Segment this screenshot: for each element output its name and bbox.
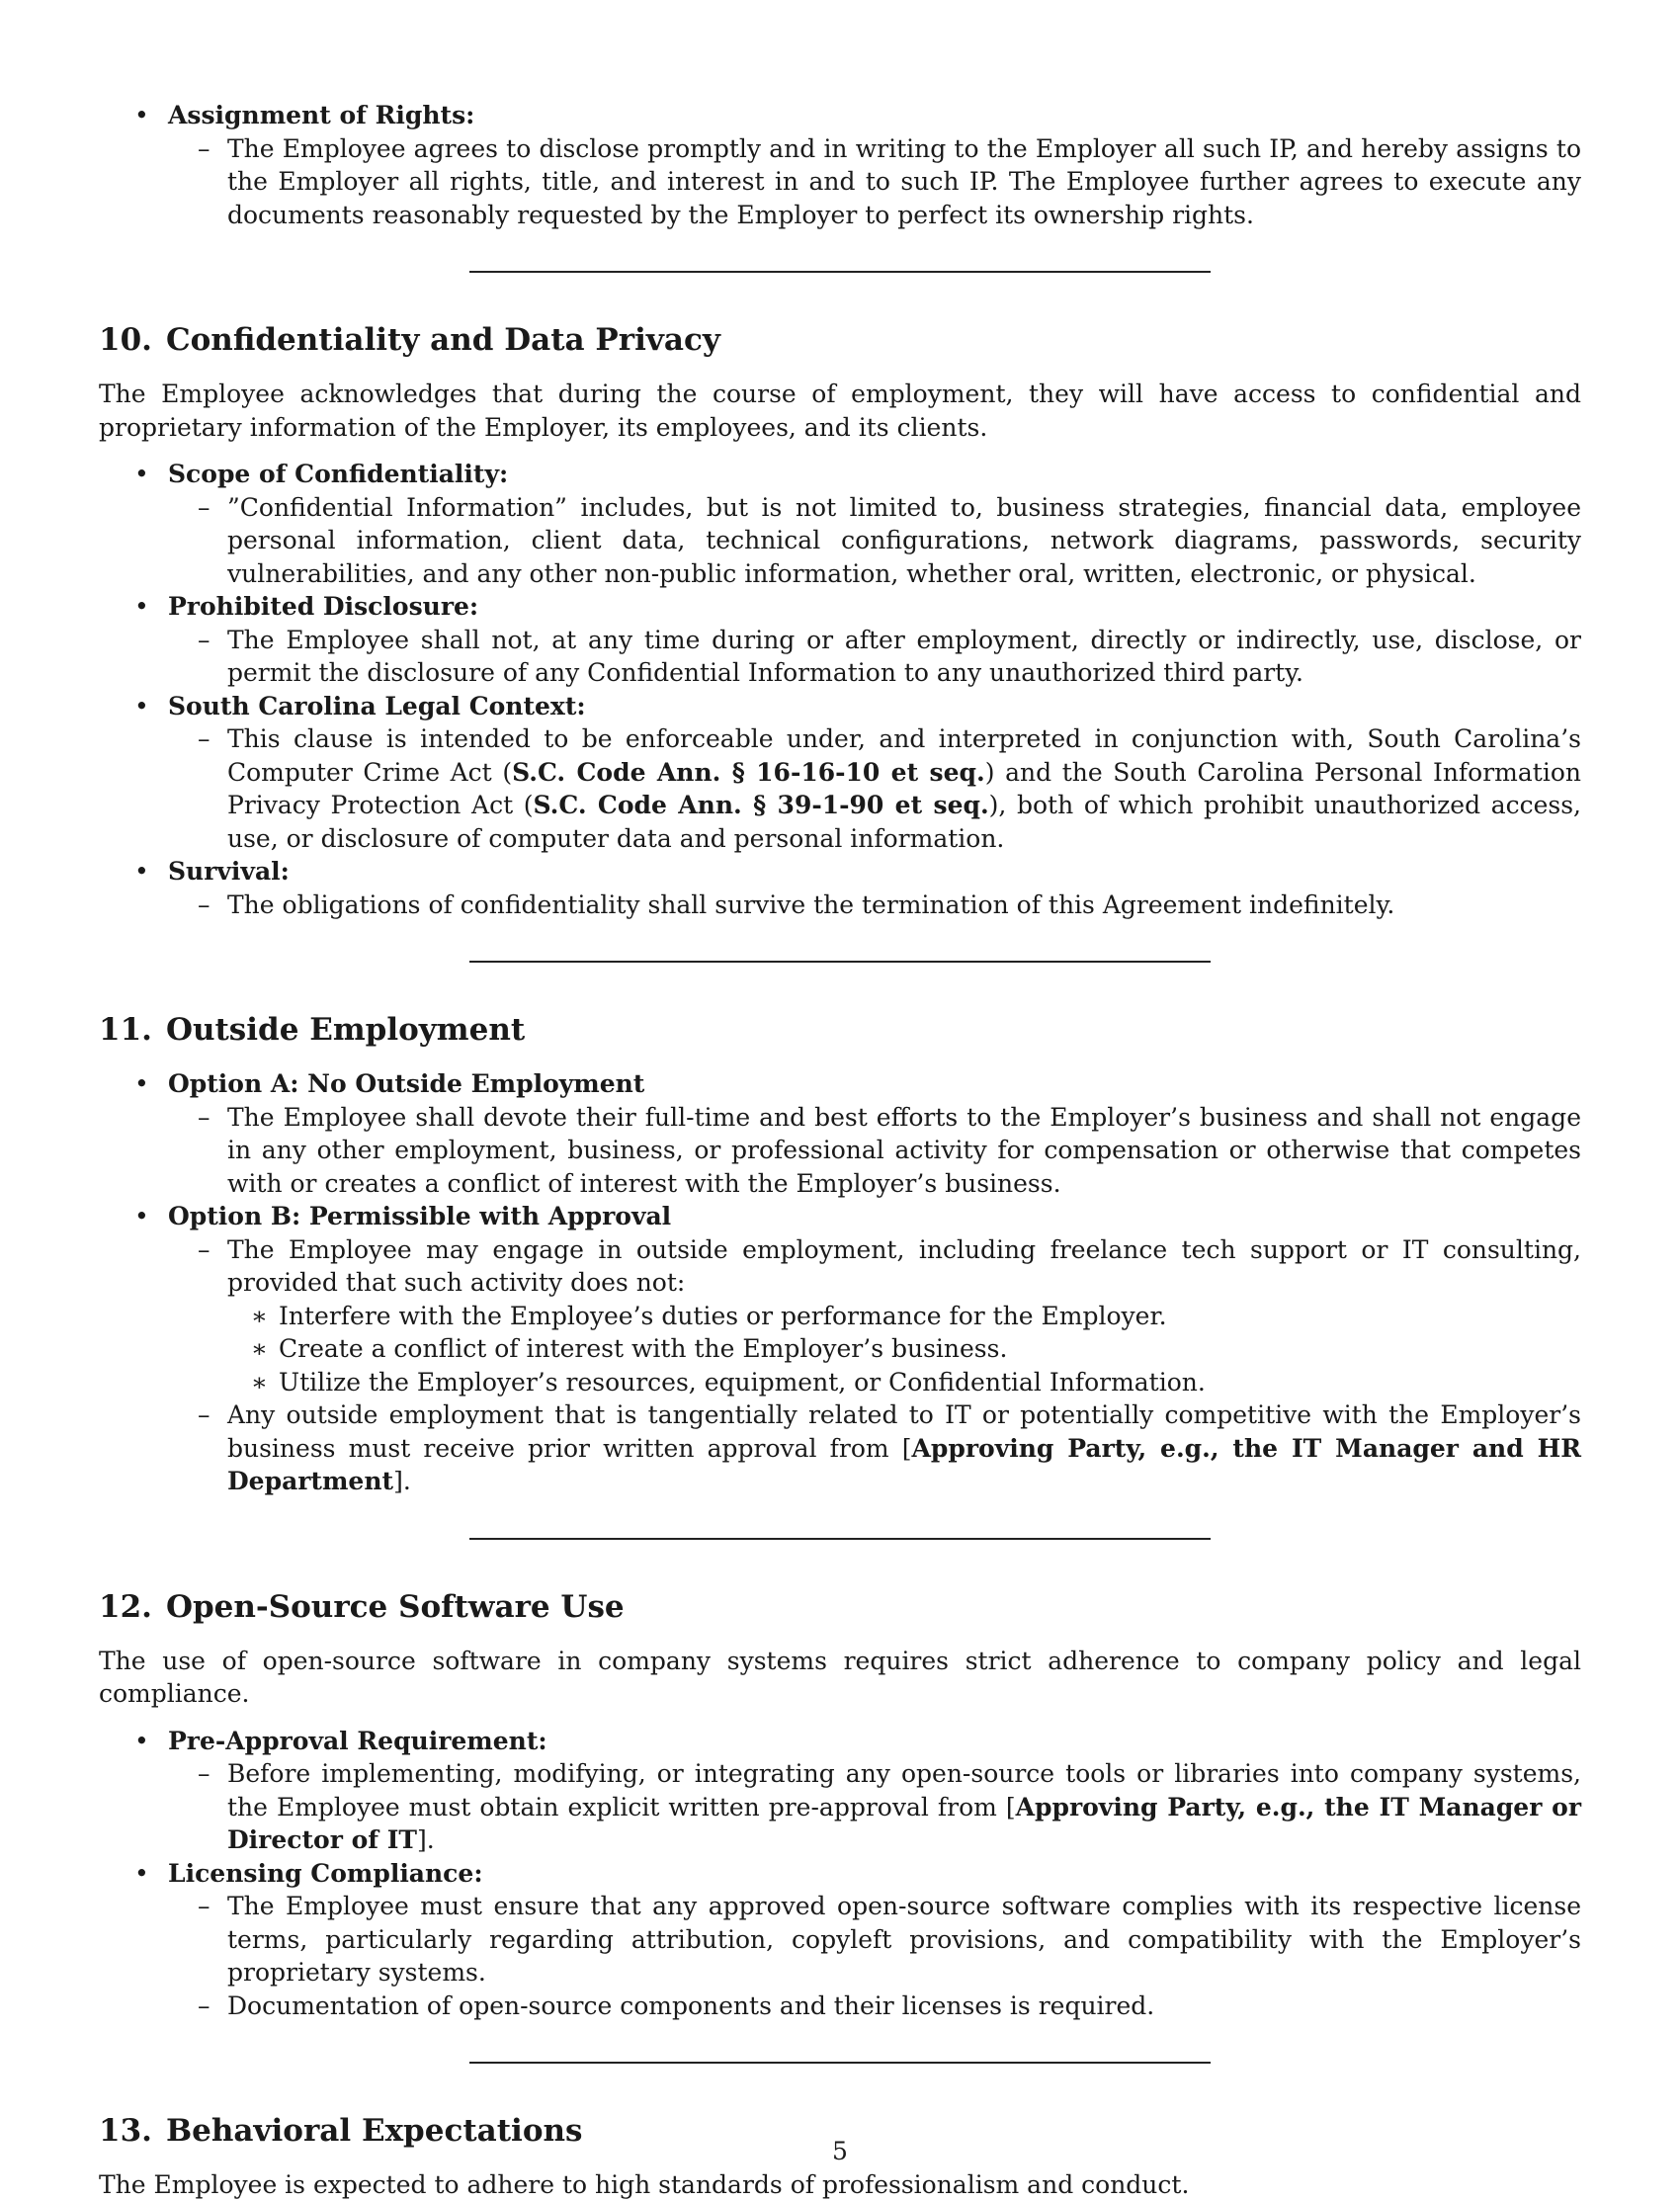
list-item — [99, 1725, 1581, 1857]
list-item — [99, 458, 1581, 590]
section-divider — [469, 271, 1211, 273]
list-item — [99, 690, 1581, 856]
list-item — [99, 1857, 1581, 2023]
section-9-list — [99, 99, 1581, 231]
list-item — [99, 590, 1581, 690]
section-11-heading: 11. Outside Employment — [99, 1012, 526, 1048]
assignment-of-rights-title: Assignment of Rights: — [168, 101, 475, 129]
sc-legal-text: – This clause is intended to be enforceable under, and interpreted in conjunction with, South Carolina’s Computer Crime Act (S.C. Code Ann. § 16-16-10 et seq.) and the South Carolina Personal Information Privacy Protection Act (S.C. Code Ann. § 39-1-90 et seq.), both of which prohibit unauthorized access, use, or disclosure of computer data and personal information. — [168, 722, 1581, 855]
section-12-heading: 12. Open-Source Software Use — [99, 1588, 625, 1625]
section-12-intro: The use of open-source software in company systems requires strict adherence to company policy and legal compliance. — [99, 1646, 1581, 1708]
pre-approval-title: Pre-Approval Requirement: — [168, 1726, 547, 1755]
option-a-text: – The Employee shall devote their full-time and best efforts to the Employer’s business and shall not engage in any other employment, business, or professional activity for compensation or otherwise that competes with or creates a conflict of interest with the Employer’s business. — [168, 1101, 1581, 1201]
option-b-condition: ∗ Create a conflict of interest with the Employer’s business. — [227, 1332, 1581, 1366]
approving-party-placeholder: Approving Party, e.g., the IT Manager and HR Department — [227, 1433, 1581, 1495]
section-divider — [469, 1538, 1211, 1540]
section-12-list — [99, 1725, 1581, 2023]
document-page — [99, 99, 1581, 2202]
licensing-text: – The Employee must ensure that any approved open-source software complies with its respective license terms, particularly regarding attribution, copyleft provisions, and compatibility with the Employer’s proprietary systems. — [168, 1890, 1581, 1990]
sc-code-ref-1: S.C. Code Ann. § 16-16-10 et seq. — [512, 757, 985, 787]
list-item — [99, 1200, 1581, 1498]
section-10-intro: The Employee acknowledges that during the course of employment, they will have access to confidential and proprietary information of the Employer, its employees, and its clients. — [99, 380, 1581, 442]
option-b-approval-text: – Any outside employment that is tangentially related to IT or potentially competitive with the Employer’s business must receive prior written approval from [Approving Party, e.g., the IT Manager and HR Department]. — [168, 1398, 1581, 1498]
section-divider — [469, 2062, 1211, 2064]
option-b-condition: ∗ Utilize the Employer’s resources, equipment, or Confidential Information. — [227, 1366, 1581, 1399]
section-13-heading: 13. Behavioral Expectations — [99, 2113, 583, 2149]
option-b-text: – The Employee may engage in outside employment, including freelance tech support or IT consulting, provided that such activity does not: ∗ Interfere with the Employee’s duties or performance for the Employer. ∗ Create a conflict of interest with the Employer’s business. ∗ Utilize the Employer’s resources, equipment, or Confidential Information. — [168, 1233, 1581, 1399]
option-b-condition: ∗ Interfere with the Employee’s duties or performance for the Employer. — [227, 1300, 1581, 1333]
scope-title: Scope of Confidentiality: — [168, 460, 509, 488]
section-10-heading: 10. Confidentiality and Data Privacy — [99, 322, 720, 358]
section-11-list — [99, 1067, 1581, 1498]
sc-legal-title: South Carolina Legal Context: — [168, 691, 586, 720]
survival-title: Survival: — [168, 857, 290, 886]
list-item — [99, 1067, 1581, 1200]
option-b-title: Option B: Permissible with Approval — [168, 1202, 672, 1230]
survival-text: – The obligations of confidentiality shall survive the termination of this Agreement indefinitely. — [168, 889, 1581, 922]
page-number: 5 — [832, 2137, 848, 2165]
pre-approval-text: – Before implementing, modifying, or integrating any open-source tools or libraries into company systems, the Employee must obtain explicit written pre-approval from [Approving Party, e.g., the IT Manager or Director of IT]. — [168, 1757, 1581, 1857]
section-10-list — [99, 458, 1581, 921]
list-item — [99, 855, 1581, 921]
sc-code-ref-2: S.C. Code Ann. § 39-1-90 et seq. — [533, 791, 989, 819]
licensing-title: Licensing Compliance: — [168, 1858, 483, 1888]
prohibited-text: – The Employee shall not, at any time during or after employment, directly or indirectly, use, disclose, or permit the disclosure of any Confidential Information to any unauthorized third party. — [168, 624, 1581, 690]
prohibited-title: Prohibited Disclosure: — [168, 592, 479, 621]
option-a-title: Option A: No Outside Employment — [168, 1069, 645, 1098]
list-item — [99, 99, 1581, 231]
scope-text: – ”Confidential Information” includes, but is not limited to, business strategies, financial data, employee personal information, client data, technical configurations, network diagrams, passwords, security vulnerabilities, and any other non-public information, whether oral, written, electronic, or physical. — [168, 491, 1581, 591]
licensing-documentation-text: – Documentation of open-source components and their licenses is required. — [168, 1990, 1581, 2023]
section-divider — [469, 961, 1211, 963]
section-13-intro: The Employee is expected to adhere to high standards of professionalism and conduct. — [99, 2170, 1190, 2199]
assignment-of-rights-text: – The Employee agrees to disclose promptly and in writing to the Employer all such IP, and hereby assigns to the Employer all rights, title, and interest in and to such IP. The Employee further agrees to execute any documents reasonably requested by the Employer to perfect its ownership rights. — [168, 132, 1581, 232]
approving-party-placeholder: Approving Party, e.g., the IT Manager or Director of IT — [227, 1792, 1581, 1854]
